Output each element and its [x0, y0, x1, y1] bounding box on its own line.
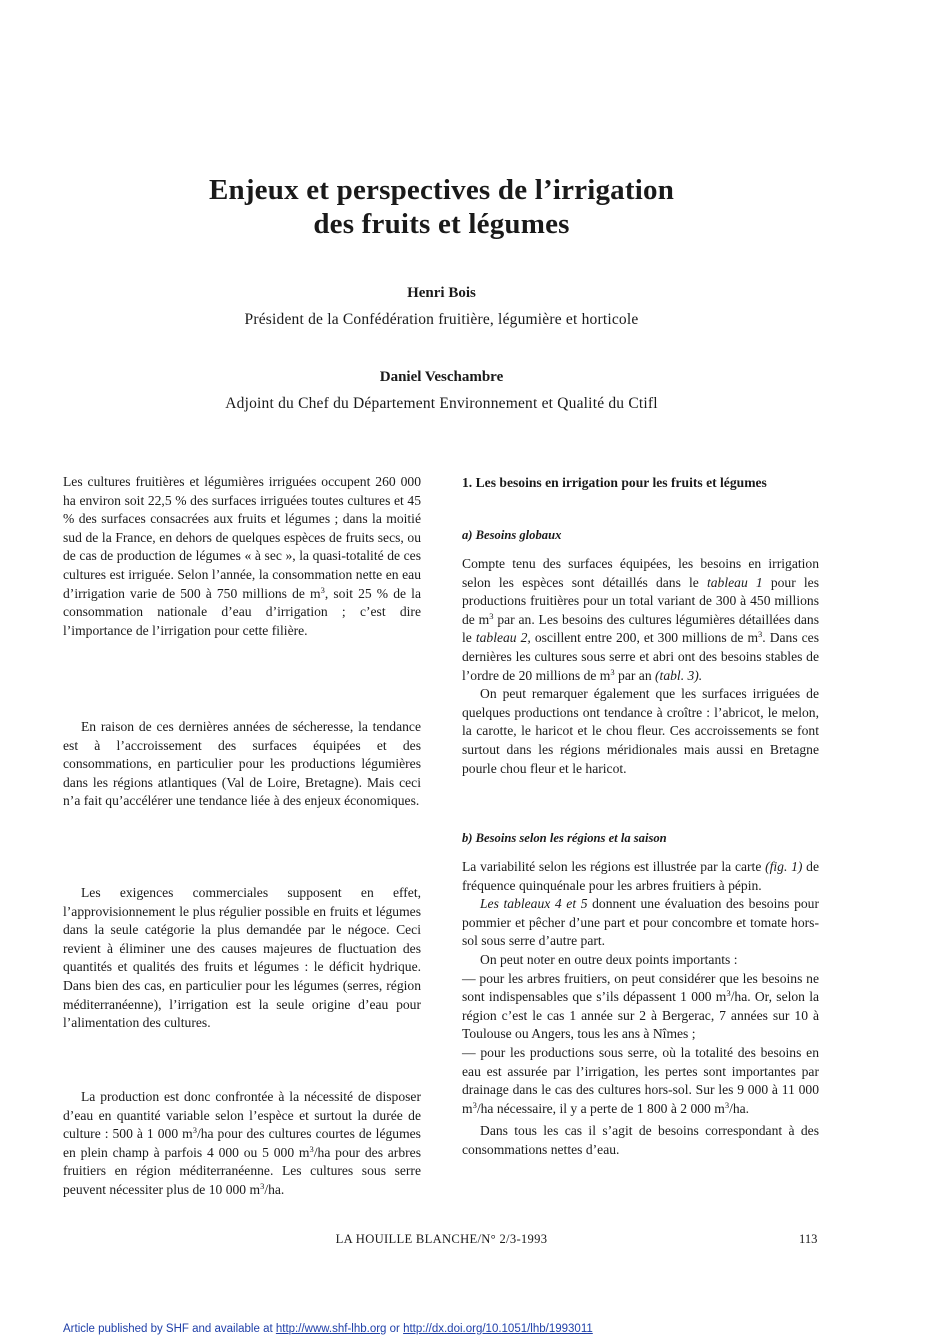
subsection-heading-b: b) Besoins selon les régions et la saison: [462, 831, 667, 845]
right-paragraph-b6: Dans tous les cas il s’agit de besoins correspondant à des consommations nettes d’eau.: [462, 1123, 819, 1157]
author-affiliation-1: Président de la Confédération fruitière, légumière et horticole: [244, 311, 639, 328]
author-name-1: Henri Bois: [407, 285, 476, 301]
title-line-2: des fruits et légumes: [313, 208, 570, 240]
right-paragraph-b1: La variabilité selon les régions est illustrée par la carte (fig. 1) de fréquence quinquénale pour les arbres fruitiers à pépin.: [462, 859, 820, 893]
author-affiliation-2: Adjoint du Chef du Département Environnement et Qualité du Ctifl: [225, 395, 658, 412]
right-paragraph-b3: On peut noter en outre deux points importants :: [480, 951, 738, 967]
page-number: 113: [799, 1232, 818, 1246]
left-paragraph-2: En raison de ces dernières années de sécheresse, la tendance est à l’accroissement des surfaces équipées et des consommations, en particulier pour les productions légumières dans les régions atlantiques (Val de Loire, Bretagne). Mais ceci n’a fait qu’accélérer une tendance liée à des enjeux économiques.: [63, 719, 421, 809]
right-paragraph-b2: Les tableaux 4 et 5 donnent une évaluation des besoins pour pommier et pêcher d’une part et pour concombre et tomate hors-sol sous serre d’autre part.: [462, 896, 819, 949]
left-paragraph-1: Les cultures fruitières et légumières irriguées occupent 260 000 ha environ soit 22,5 % des surfaces irriguées toutes cultures et 45 % des surfaces consacrées aux fruits et légumes ; dans la moitié sud de la France, en dehors de quelques espèces de fruits secs, ou de cas de production de légumes « à sec », la quasi-totalité de ces cultures est irriguée. Selon l’année, la consommation nette en eau d’irrigation varie de 500 à 750 millions de $m^3$, soit 25 % de la consommation nationale d’eau d’irrigation ; c’est dire l’importance de l’irrigation pour cette filière.: [63, 474, 421, 638]
section-heading-1: 1. Les besoins en irrigation pour les fruits et légumes: [462, 475, 767, 490]
doi-link[interactable]: http://dx.doi.org/10.1051/lhb/1993011: [403, 1323, 593, 1335]
right-section-b-body: [462, 858, 819, 1160]
right-paragraph-a1: Compte tenu des surfaces équipées, les besoins en irrigation selon les espèces sont détaillés dans le tableau 1 pour les productions fruitières pour un total variant de 300 à 450 millions de $m^3$ par an. Les besoins des cultures légumières détaillées dans le tableau 2, oscillent entre 200, et 300 millions de $m^3$. Dans ces dernières les cultures sous serre et abri ont des besoins stables de l’ordre de 20 millions de $m^3$ par an (tabl. 3). On peut remarquer également que les surfaces irriguées de quelques productions ont tendance à croître : l’abricot, le melon, la carotte, le haricot et le chou fleur. Ces accroissements se font surtout dans les régions méridionales mais aussi en Bretagne pourle chou fleur et le haricot.: [462, 555, 819, 778]
right-paragraph-a2: On peut remarquer également que les surfaces irriguées de quelques productions ont tendance à croître : l’abricot, le melon, la carotte, le haricot et le chou fleur. Ces accroissements se font surtout dans les régions méridionales mais aussi en Bretagne pourle chou fleur et le haricot.: [462, 686, 819, 776]
subsection-heading-a: a) Besoins globaux: [462, 528, 562, 542]
publisher-notice-middle: or: [386, 1323, 404, 1335]
right-paragraph-b4: — pour les arbres fruitiers, on peut considérer que les besoins ne sont indispensables que s’ils dépassent 1 000 $m^3/ha$. Or, selon la région c’est le cas 1 année sur 2 à Bergerac, 7 années sur 10 à Toulouse ou Angers, tous les ans à Nîmes ;: [462, 970, 820, 1042]
publisher-notice: [63, 1323, 593, 1335]
shf-link[interactable]: http://www.shf-lhb.org: [275, 1323, 387, 1335]
publisher-notice-prefix: Article published by SHF and available at: [63, 1323, 276, 1335]
left-paragraph-4: La production est donc confrontée à la nécessité de disposer d’eau en quantité variable selon l’espèce et surtout la durée de culture : 500 à 1 000 $m^3/ha$ pour des cultures courtes de légumes en plein champ à parfois 4 000 ou 5 000 $m^3/ha$ pour des arbres fruitiers en région méditerranéenne. Les cultures sous serre peuvent nécessiter plus de 10 000 $m^3/ha$.: [63, 1089, 421, 1197]
right-paragraph-b5: — pour les productions sous serre, où la totalité des besoins en eau est assurée par l’irrigation, les pertes sont importantes par drainage dans le cas des cultures hors-sol. Sur les 9 000 à 11 000 $m^3/ha$ nécessaire, il y a perte de 1 800 à 2 000 $m^3/ha$.: [462, 1044, 819, 1116]
author-name-2: Daniel Veschambre: [379, 369, 504, 385]
journal-footer: LA HOUILLE BLANCHE/N° 2/3-1993: [335, 1232, 548, 1246]
left-paragraph-3: Les exigences commerciales supposent en effet, l’approvisionnement le plus régulier possible en fruits et légumes dans la seule catégorie la plus demandée par le négoce. Ceci revient à éliminer une des causes majeures de fluctuation des quantités et qualités des fruits et légumes : le déficit hydrique. Dans bien des cas, en particulier pour les légumes (serres, région méditerranéenne), l’irrigation est la seule origine d’eau pour l’alimentation des cultures.: [63, 885, 421, 1031]
title-line-1: Enjeux et perspectives de l’irrigation: [208, 174, 675, 206]
article-title: [0, 173, 883, 241]
